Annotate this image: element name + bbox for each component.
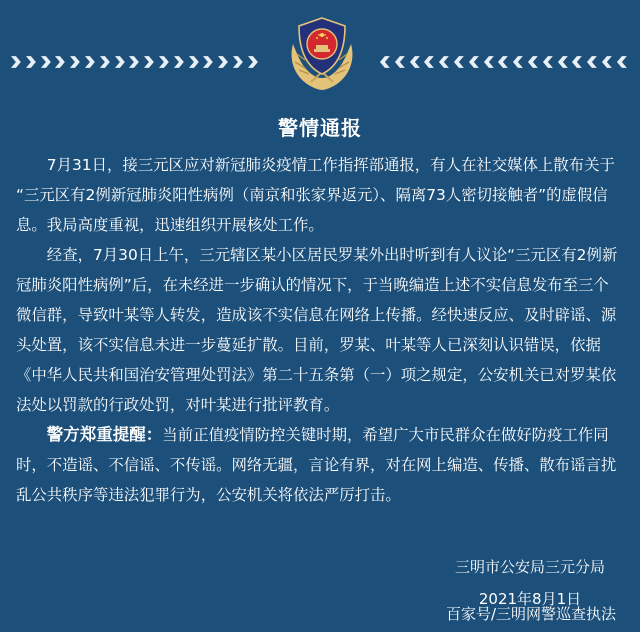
text-line: 7月31日，接三元区应对新冠肺炎疫情工作指挥部通报，有人在社交媒体上散布关于 — [46, 156, 615, 174]
chevron-left-icon — [392, 54, 407, 70]
police-emblem-icon — [287, 14, 357, 92]
chevron-right-icon — [142, 54, 157, 70]
header-banner — [0, 0, 640, 100]
left-chevron-row — [9, 54, 261, 70]
text-line: 时，不造谣、不信谣、不传谣。网络无疆，言论有界，对在网上编造、传播、散布谣言扰 — [16, 456, 617, 474]
text-line: 《中华人民共和国治安管理处罚法》第二十五条第（一）项之规定，公安机关已对罗某依 — [16, 366, 617, 384]
chevron-right-icon — [39, 54, 54, 70]
chevron-right-icon — [9, 54, 24, 70]
chevron-right-icon — [98, 54, 113, 70]
text-line: 法处以罚款的行政处罚，对叶某进行批评教育。 — [16, 396, 340, 414]
chevron-left-icon — [495, 54, 510, 70]
chevron-left-icon — [481, 54, 496, 70]
text-line: “三元区有2例新冠肺炎阳性病例（南京和张家界返元）、隔离73人密切接触者”的虚假信 — [16, 186, 608, 204]
paragraph-2 — [16, 240, 628, 420]
chevron-right-icon — [201, 54, 216, 70]
chevron-left-icon — [466, 54, 481, 70]
chevron-left-icon — [540, 54, 555, 70]
chevron-left-icon — [451, 54, 466, 70]
right-chevron-row — [377, 54, 629, 70]
chevron-left-icon — [614, 54, 629, 70]
chevron-right-icon — [83, 54, 98, 70]
chevron-left-icon — [510, 54, 525, 70]
page-title: 警情通报 — [278, 116, 362, 140]
chevron-right-icon — [231, 54, 246, 70]
chevron-left-icon — [377, 54, 392, 70]
chevron-left-icon — [421, 54, 436, 70]
text-line: 经查，7月30日上午，三元辖区某小区居民罗某外出时听到有人议论“三元区有2例新 — [46, 246, 618, 264]
reminder-lead: 警方郑重提醒： — [46, 425, 163, 444]
paragraph-1 — [16, 150, 628, 240]
chevron-left-icon — [599, 54, 614, 70]
signature-date: 2021年8月1日 — [478, 590, 582, 608]
text-line: 微信群，导致叶某等人转发，造成该不实信息在网络上传播。经快速反应、及时辟谣、源 — [16, 306, 617, 324]
chevron-right-icon — [24, 54, 39, 70]
text-line: 乱公共秩序等违法犯罪行为，公安机关将依法严厉打击。 — [16, 486, 401, 504]
chevron-right-icon — [172, 54, 187, 70]
chevron-right-icon — [113, 54, 128, 70]
chevron-right-icon — [68, 54, 83, 70]
signature-organization: 三明市公安局三元分局 — [454, 558, 605, 576]
text-fragment: 当前正值疫情防控关键时期，希望广大市民群众在做好防疫工作同 — [162, 426, 609, 444]
chevron-left-icon — [436, 54, 451, 70]
text-line — [16, 420, 628, 450]
chevron-left-icon — [555, 54, 570, 70]
text-line: 冠肺炎阳性病例”后，在未经进一步确认的情况下，于当晚编造上述不实信息发布至三个 — [16, 276, 609, 294]
chevron-left-icon — [584, 54, 599, 70]
chevron-right-icon — [187, 54, 202, 70]
chevron-left-icon — [525, 54, 540, 70]
notice-body — [16, 150, 628, 510]
text-line: 头处置，该不实信息未进一步蔓延扩散。目前，罗某、叶某等人已深刻认识错误，依据 — [16, 336, 601, 354]
chevron-left-icon — [569, 54, 584, 70]
chevron-right-icon — [53, 54, 68, 70]
chevron-right-icon — [216, 54, 231, 70]
chevron-right-icon — [157, 54, 172, 70]
chevron-right-icon — [127, 54, 142, 70]
chevron-left-icon — [407, 54, 422, 70]
text-line: 息。我局高度重视，迅速组织开展核处工作。 — [16, 216, 324, 234]
paragraph-3 — [16, 420, 628, 510]
source-watermark: 百家号/三明网警巡查执法 — [446, 605, 617, 623]
chevron-right-icon — [246, 54, 261, 70]
